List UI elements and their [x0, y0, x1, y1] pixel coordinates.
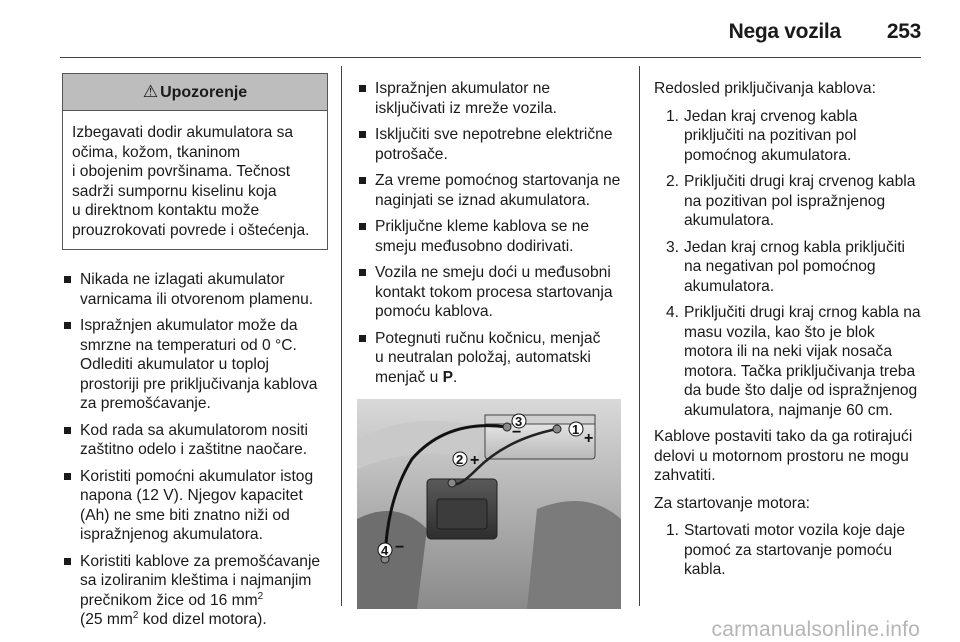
text-line: potrošače.	[375, 145, 448, 163]
text-line: priključiti na pozitivan pol	[684, 127, 857, 144]
step-number: 1.	[666, 522, 680, 539]
text-line: smrzne na temperaturi od 0 °C.	[80, 336, 297, 354]
text-line: akumulatora, najmanje 60 cm.	[684, 401, 893, 419]
watermark: carmanualsonline.info	[711, 617, 920, 641]
list-item	[357, 171, 622, 210]
column-right	[654, 79, 922, 587]
list-item	[357, 79, 622, 118]
list-item	[357, 217, 622, 256]
text-line: zaštitno odelo i zaštitne naočare.	[80, 441, 308, 458]
list-item	[62, 552, 328, 630]
bullet-list	[62, 270, 328, 630]
callout-3-label: 3	[515, 414, 523, 429]
text-line: na pozitivan pol ispražnjenog	[684, 192, 886, 210]
text-line: pomoć za startovanje pomoću	[684, 541, 893, 559]
text-line: smeju međusobno dodirivati.	[375, 237, 574, 255]
text-fragment: .	[453, 368, 458, 386]
text-line: Startovati motor vozila koje daje	[684, 522, 906, 539]
engine-bay-drawing	[357, 399, 621, 609]
bullet-list	[357, 79, 622, 387]
text-line	[80, 591, 328, 611]
clamp	[448, 479, 456, 487]
numbered-list	[654, 107, 922, 421]
warning-text	[63, 111, 327, 249]
text-line: u neutralan položaj, automatski	[375, 349, 591, 366]
battery-cover	[437, 499, 487, 529]
plus-sign: +	[470, 452, 480, 469]
text-line: zahvatiti.	[654, 467, 716, 484]
text-line	[80, 610, 328, 630]
text-line: varnicama ili otvorenom plamenu.	[80, 290, 314, 308]
page-title: Nega vozila	[728, 20, 841, 44]
text-line: masu vozila, kao što je blok	[684, 323, 875, 341]
warning-box	[62, 73, 328, 250]
warning-triangle-icon: ⚠	[142, 82, 159, 101]
text-line: kontakt tokom procesa startovanja	[375, 283, 613, 301]
text-line: motora ili na neki vijak nosača	[684, 343, 893, 360]
numbered-list	[654, 521, 922, 580]
text-line: Priključne kleme kablova se ne	[375, 218, 590, 235]
step-number: 4.	[666, 304, 680, 321]
text-line	[375, 368, 622, 388]
step-number: 1.	[666, 107, 680, 125]
header-rule	[60, 57, 921, 58]
gear-position-label: P	[442, 368, 454, 386]
list-item	[654, 521, 922, 580]
engine-part	[527, 501, 621, 609]
warning-line: u direktnom kontaktu može	[72, 202, 260, 219]
text-line: delovi u motornom prostoru ne mogu	[654, 447, 909, 465]
text-line: Jedan kraj crnog kabla priključiti	[684, 238, 906, 256]
text-line: akumulatora.	[684, 212, 775, 229]
warning-line: prouzrokovati povrede i oštećenja.	[72, 221, 310, 239]
text-line: Kablove postaviti tako da ga rotirajući	[654, 428, 913, 445]
paragraph	[654, 427, 922, 486]
text-fragment: (25 mm	[80, 611, 133, 628]
text-line: sa izoliranim kleštima i najmanjim	[80, 572, 312, 589]
text-line: ispražnjenog akumulatora.	[80, 526, 263, 543]
list-item	[654, 172, 922, 231]
section-intro: Za startovanje motora:	[654, 494, 811, 512]
text-fragment: menjač u	[375, 368, 443, 386]
list-item	[654, 107, 922, 166]
text-line: isključivati iz mreže vozila.	[375, 99, 557, 117]
text-line: Koristiti pomoćni akumulator istog	[80, 467, 314, 485]
warning-line: i obojenim površinama. Tečnost	[72, 163, 291, 180]
text-line: kabla.	[684, 561, 726, 578]
text-line: Priključiti drugi kraj crnog kabla na	[684, 304, 921, 321]
text-line: pomoćnog akumulatora.	[684, 146, 852, 164]
list-item	[654, 238, 922, 297]
plus-sign: +	[584, 430, 594, 447]
list-item	[357, 263, 622, 322]
warning-line: očima, kožom, tkaninom	[72, 143, 241, 161]
jump-start-illustration	[357, 399, 621, 609]
superscript: 2	[257, 590, 264, 602]
text-line: prostoriji pre priključivanja kablova	[80, 375, 318, 393]
column-left	[62, 73, 328, 637]
text-line: Kod rada sa akumulatorom nositi	[80, 421, 308, 439]
text-line: Nikada ne izlagati akumulator	[80, 271, 285, 288]
warning-title: Upozorenje	[160, 84, 248, 101]
list-item	[62, 467, 328, 545]
callout-1-label: 1	[572, 422, 580, 437]
list-item	[62, 316, 328, 414]
column-divider	[341, 66, 342, 606]
text-line: Ispražnjen akumulator može da	[80, 317, 298, 334]
list-item	[357, 125, 622, 164]
text-line: Ispražnjen akumulator ne	[375, 80, 551, 97]
text-line: Potegnuti ručnu kočnicu, menjač	[375, 329, 601, 347]
superscript: 2	[132, 609, 139, 621]
page-header	[60, 14, 921, 50]
text-line: pomoću kablova.	[375, 303, 493, 320]
warning-line: sadrži sumpornu kiselinu koja	[72, 182, 277, 200]
callout-4-label: 4	[381, 543, 389, 558]
section-intro: Redosled priključivanja kablova:	[654, 80, 876, 97]
text-line: Odlediti akumulator u toploj	[80, 356, 269, 373]
minus-sign: −	[512, 424, 522, 441]
text-line: napona (12 V). Njegov kapacitet	[80, 487, 303, 504]
text-fragment: kod dizel motora).	[138, 611, 267, 628]
text-line: za premošćavanje.	[80, 395, 211, 412]
text-line: Vozila ne smeju doći u međusobni	[375, 264, 611, 281]
text-line: Isključiti sve nepotrebne električne	[375, 126, 613, 143]
minus-sign: −	[395, 539, 405, 556]
text-line: Jedan kraj crvenog kabla	[684, 107, 858, 125]
list-item	[654, 303, 922, 420]
page-number: 253	[886, 20, 921, 44]
clamp	[553, 425, 561, 433]
engine-part	[357, 511, 427, 609]
list-item	[62, 270, 328, 309]
step-number: 2.	[666, 173, 680, 190]
column-middle	[357, 79, 622, 609]
callout-2-label: 2	[456, 452, 464, 467]
text-line: na negativan pol pomoćnog	[684, 258, 876, 275]
step-number: 3.	[666, 238, 680, 256]
list-item	[62, 421, 328, 460]
text-line: Koristiti kablove za premošćavanje	[80, 552, 321, 570]
text-line: da bude što dalje od ispražnjenog	[684, 382, 918, 399]
text-fragment: prečnikom žice od 16 mm	[80, 591, 258, 609]
list-item	[357, 329, 622, 388]
text-line: Za vreme pomoćnog startovanja ne	[375, 172, 621, 189]
column-divider	[639, 66, 640, 606]
text-line: naginjati se iznad akumulatora.	[375, 191, 590, 209]
text-line: akumulatora.	[684, 277, 775, 295]
text-line: Priključiti drugi kraj crvenog kabla	[684, 173, 916, 190]
text-line: motora. Tačka priključivanja treba	[684, 362, 916, 380]
warning-line: Izbegavati dodir akumulatora sa	[72, 124, 294, 141]
warning-header	[63, 74, 327, 111]
clamp	[503, 423, 511, 431]
text-line: (Ah) ne sme biti znatno niži od	[80, 506, 290, 524]
